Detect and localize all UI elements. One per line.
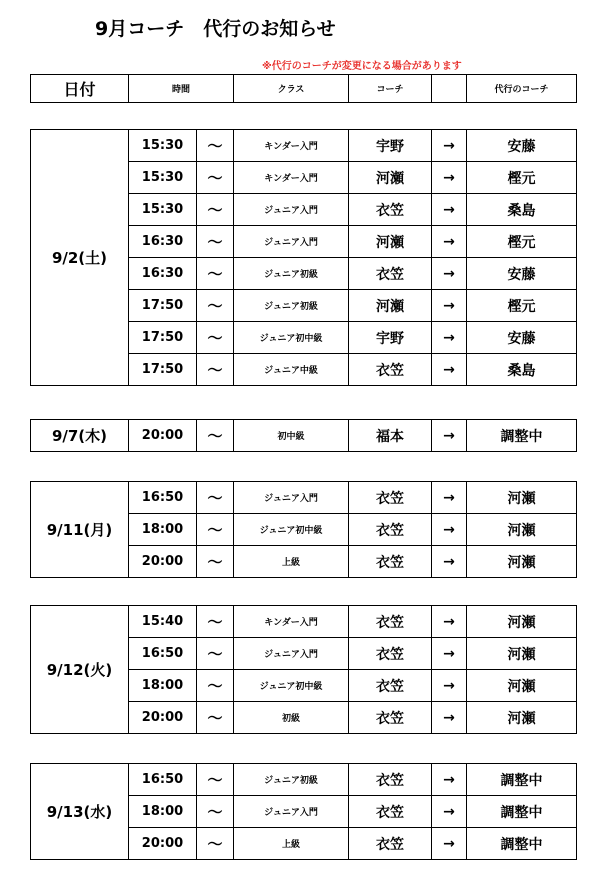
- table-row: [31, 482, 577, 514]
- coach-cell: 衣笠: [349, 796, 432, 828]
- arrow-icon: →: [432, 546, 467, 578]
- class-cell: ジュニア初級: [234, 290, 349, 322]
- schedule-block: [30, 419, 577, 452]
- tilde-cell: 〜: [197, 290, 234, 322]
- header-table: [30, 74, 577, 103]
- class-cell: キンダー入門: [234, 162, 349, 194]
- sub-coach-cell: 河瀬: [467, 638, 577, 670]
- header-row: [31, 75, 577, 103]
- tilde-cell: 〜: [197, 638, 234, 670]
- sub-coach-cell: 樫元: [467, 162, 577, 194]
- time-cell: 17:50: [129, 354, 197, 386]
- arrow-icon: →: [432, 514, 467, 546]
- schedule-block: [30, 481, 577, 578]
- class-cell: ジュニア初級: [234, 258, 349, 290]
- time-cell: 18:00: [129, 796, 197, 828]
- tilde-cell: 〜: [197, 482, 234, 514]
- coach-cell: 衣笠: [349, 514, 432, 546]
- tilde-cell: 〜: [197, 420, 234, 452]
- header-class: クラス: [234, 75, 349, 103]
- coach-cell: 衣笠: [349, 546, 432, 578]
- arrow-icon: →: [432, 420, 467, 452]
- sub-coach-cell: 河瀬: [467, 514, 577, 546]
- coach-cell: 衣笠: [349, 194, 432, 226]
- tilde-cell: 〜: [197, 226, 234, 258]
- sub-coach-cell: 調整中: [467, 764, 577, 796]
- tilde-cell: 〜: [197, 764, 234, 796]
- class-cell: キンダー入門: [234, 130, 349, 162]
- date-cell: 9/11(月): [31, 482, 129, 578]
- arrow-icon: →: [432, 354, 467, 386]
- class-cell: ジュニア初中級: [234, 514, 349, 546]
- sub-coach-cell: 河瀬: [467, 546, 577, 578]
- schedule-block: [30, 605, 577, 734]
- sub-coach-cell: 桑島: [467, 354, 577, 386]
- sub-coach-cell: 安藤: [467, 258, 577, 290]
- coach-cell: 衣笠: [349, 702, 432, 734]
- sub-coach-cell: 河瀬: [467, 482, 577, 514]
- class-cell: ジュニア入門: [234, 638, 349, 670]
- sub-coach-cell: 河瀬: [467, 702, 577, 734]
- time-cell: 15:40: [129, 606, 197, 638]
- arrow-icon: →: [432, 796, 467, 828]
- sub-coach-cell: 調整中: [467, 796, 577, 828]
- coach-cell: 河瀬: [349, 226, 432, 258]
- arrow-icon: →: [432, 670, 467, 702]
- coach-cell: 衣笠: [349, 828, 432, 860]
- sub-coach-cell: 桑島: [467, 194, 577, 226]
- coach-cell: 宇野: [349, 130, 432, 162]
- time-cell: 16:30: [129, 226, 197, 258]
- sub-coach-cell: 安藤: [467, 322, 577, 354]
- arrow-icon: →: [432, 638, 467, 670]
- class-cell: ジュニア初中級: [234, 322, 349, 354]
- tilde-cell: 〜: [197, 322, 234, 354]
- time-cell: 15:30: [129, 194, 197, 226]
- date-cell: 9/2(土): [31, 130, 129, 386]
- class-cell: ジュニア入門: [234, 482, 349, 514]
- tilde-cell: 〜: [197, 606, 234, 638]
- tilde-cell: 〜: [197, 258, 234, 290]
- tilde-cell: 〜: [197, 796, 234, 828]
- class-cell: ジュニア中級: [234, 354, 349, 386]
- schedule-block: [30, 129, 577, 386]
- time-cell: 18:00: [129, 670, 197, 702]
- tilde-cell: 〜: [197, 670, 234, 702]
- tilde-cell: 〜: [197, 194, 234, 226]
- sub-coach-cell: 河瀬: [467, 670, 577, 702]
- page-title: 9月コーチ 代行のお知らせ: [95, 18, 336, 40]
- class-cell: 初中級: [234, 420, 349, 452]
- header-sub-coach: 代行のコーチ: [467, 75, 577, 103]
- arrow-icon: →: [432, 702, 467, 734]
- class-cell: ジュニア初中級: [234, 670, 349, 702]
- time-cell: 20:00: [129, 828, 197, 860]
- header-blank: [432, 75, 467, 103]
- coach-cell: 河瀬: [349, 290, 432, 322]
- table-row: [31, 764, 577, 796]
- sub-coach-cell: 調整中: [467, 828, 577, 860]
- time-cell: 16:50: [129, 482, 197, 514]
- time-cell: 20:00: [129, 546, 197, 578]
- class-cell: ジュニア入門: [234, 226, 349, 258]
- coach-cell: 衣笠: [349, 670, 432, 702]
- class-cell: 初級: [234, 702, 349, 734]
- arrow-icon: →: [432, 194, 467, 226]
- sub-coach-cell: 樫元: [467, 290, 577, 322]
- sub-coach-cell: 安藤: [467, 130, 577, 162]
- arrow-icon: →: [432, 290, 467, 322]
- tilde-cell: 〜: [197, 162, 234, 194]
- arrow-icon: →: [432, 130, 467, 162]
- class-cell: ジュニア入門: [234, 194, 349, 226]
- arrow-icon: →: [432, 764, 467, 796]
- date-cell: 9/13(水): [31, 764, 129, 860]
- tilde-cell: 〜: [197, 514, 234, 546]
- coach-cell: 衣笠: [349, 482, 432, 514]
- coach-cell: 宇野: [349, 322, 432, 354]
- class-cell: 上級: [234, 546, 349, 578]
- arrow-icon: →: [432, 162, 467, 194]
- coach-cell: 衣笠: [349, 764, 432, 796]
- time-cell: 17:50: [129, 322, 197, 354]
- header-time: 時間: [129, 75, 234, 103]
- coach-cell: 衣笠: [349, 606, 432, 638]
- sub-coach-cell: 調整中: [467, 420, 577, 452]
- notice-text: ※代行のコーチが変更になる場合があります: [262, 61, 462, 72]
- header-date: 日付: [31, 75, 129, 103]
- time-cell: 16:50: [129, 638, 197, 670]
- coach-cell: 福本: [349, 420, 432, 452]
- time-cell: 15:30: [129, 162, 197, 194]
- class-cell: 上級: [234, 828, 349, 860]
- time-cell: 18:00: [129, 514, 197, 546]
- arrow-icon: →: [432, 606, 467, 638]
- tilde-cell: 〜: [197, 702, 234, 734]
- table-row: [31, 420, 577, 452]
- coach-cell: 衣笠: [349, 258, 432, 290]
- table-row: [31, 130, 577, 162]
- coach-cell: 河瀬: [349, 162, 432, 194]
- date-cell: 9/7(木): [31, 420, 129, 452]
- arrow-icon: →: [432, 828, 467, 860]
- sub-coach-cell: 河瀬: [467, 606, 577, 638]
- class-cell: キンダー入門: [234, 606, 349, 638]
- tilde-cell: 〜: [197, 546, 234, 578]
- class-cell: ジュニア入門: [234, 796, 349, 828]
- sub-coach-cell: 樫元: [467, 226, 577, 258]
- time-cell: 17:50: [129, 290, 197, 322]
- time-cell: 15:30: [129, 130, 197, 162]
- time-cell: 16:50: [129, 764, 197, 796]
- coach-cell: 衣笠: [349, 354, 432, 386]
- tilde-cell: 〜: [197, 130, 234, 162]
- tilde-cell: 〜: [197, 354, 234, 386]
- header-coach: コーチ: [349, 75, 432, 103]
- time-cell: 16:30: [129, 258, 197, 290]
- tilde-cell: 〜: [197, 828, 234, 860]
- arrow-icon: →: [432, 322, 467, 354]
- time-cell: 20:00: [129, 702, 197, 734]
- class-cell: ジュニア初級: [234, 764, 349, 796]
- time-cell: 20:00: [129, 420, 197, 452]
- arrow-icon: →: [432, 258, 467, 290]
- schedule-block: [30, 763, 577, 860]
- table-row: [31, 606, 577, 638]
- arrow-icon: →: [432, 226, 467, 258]
- arrow-icon: →: [432, 482, 467, 514]
- date-cell: 9/12(火): [31, 606, 129, 734]
- coach-cell: 衣笠: [349, 638, 432, 670]
